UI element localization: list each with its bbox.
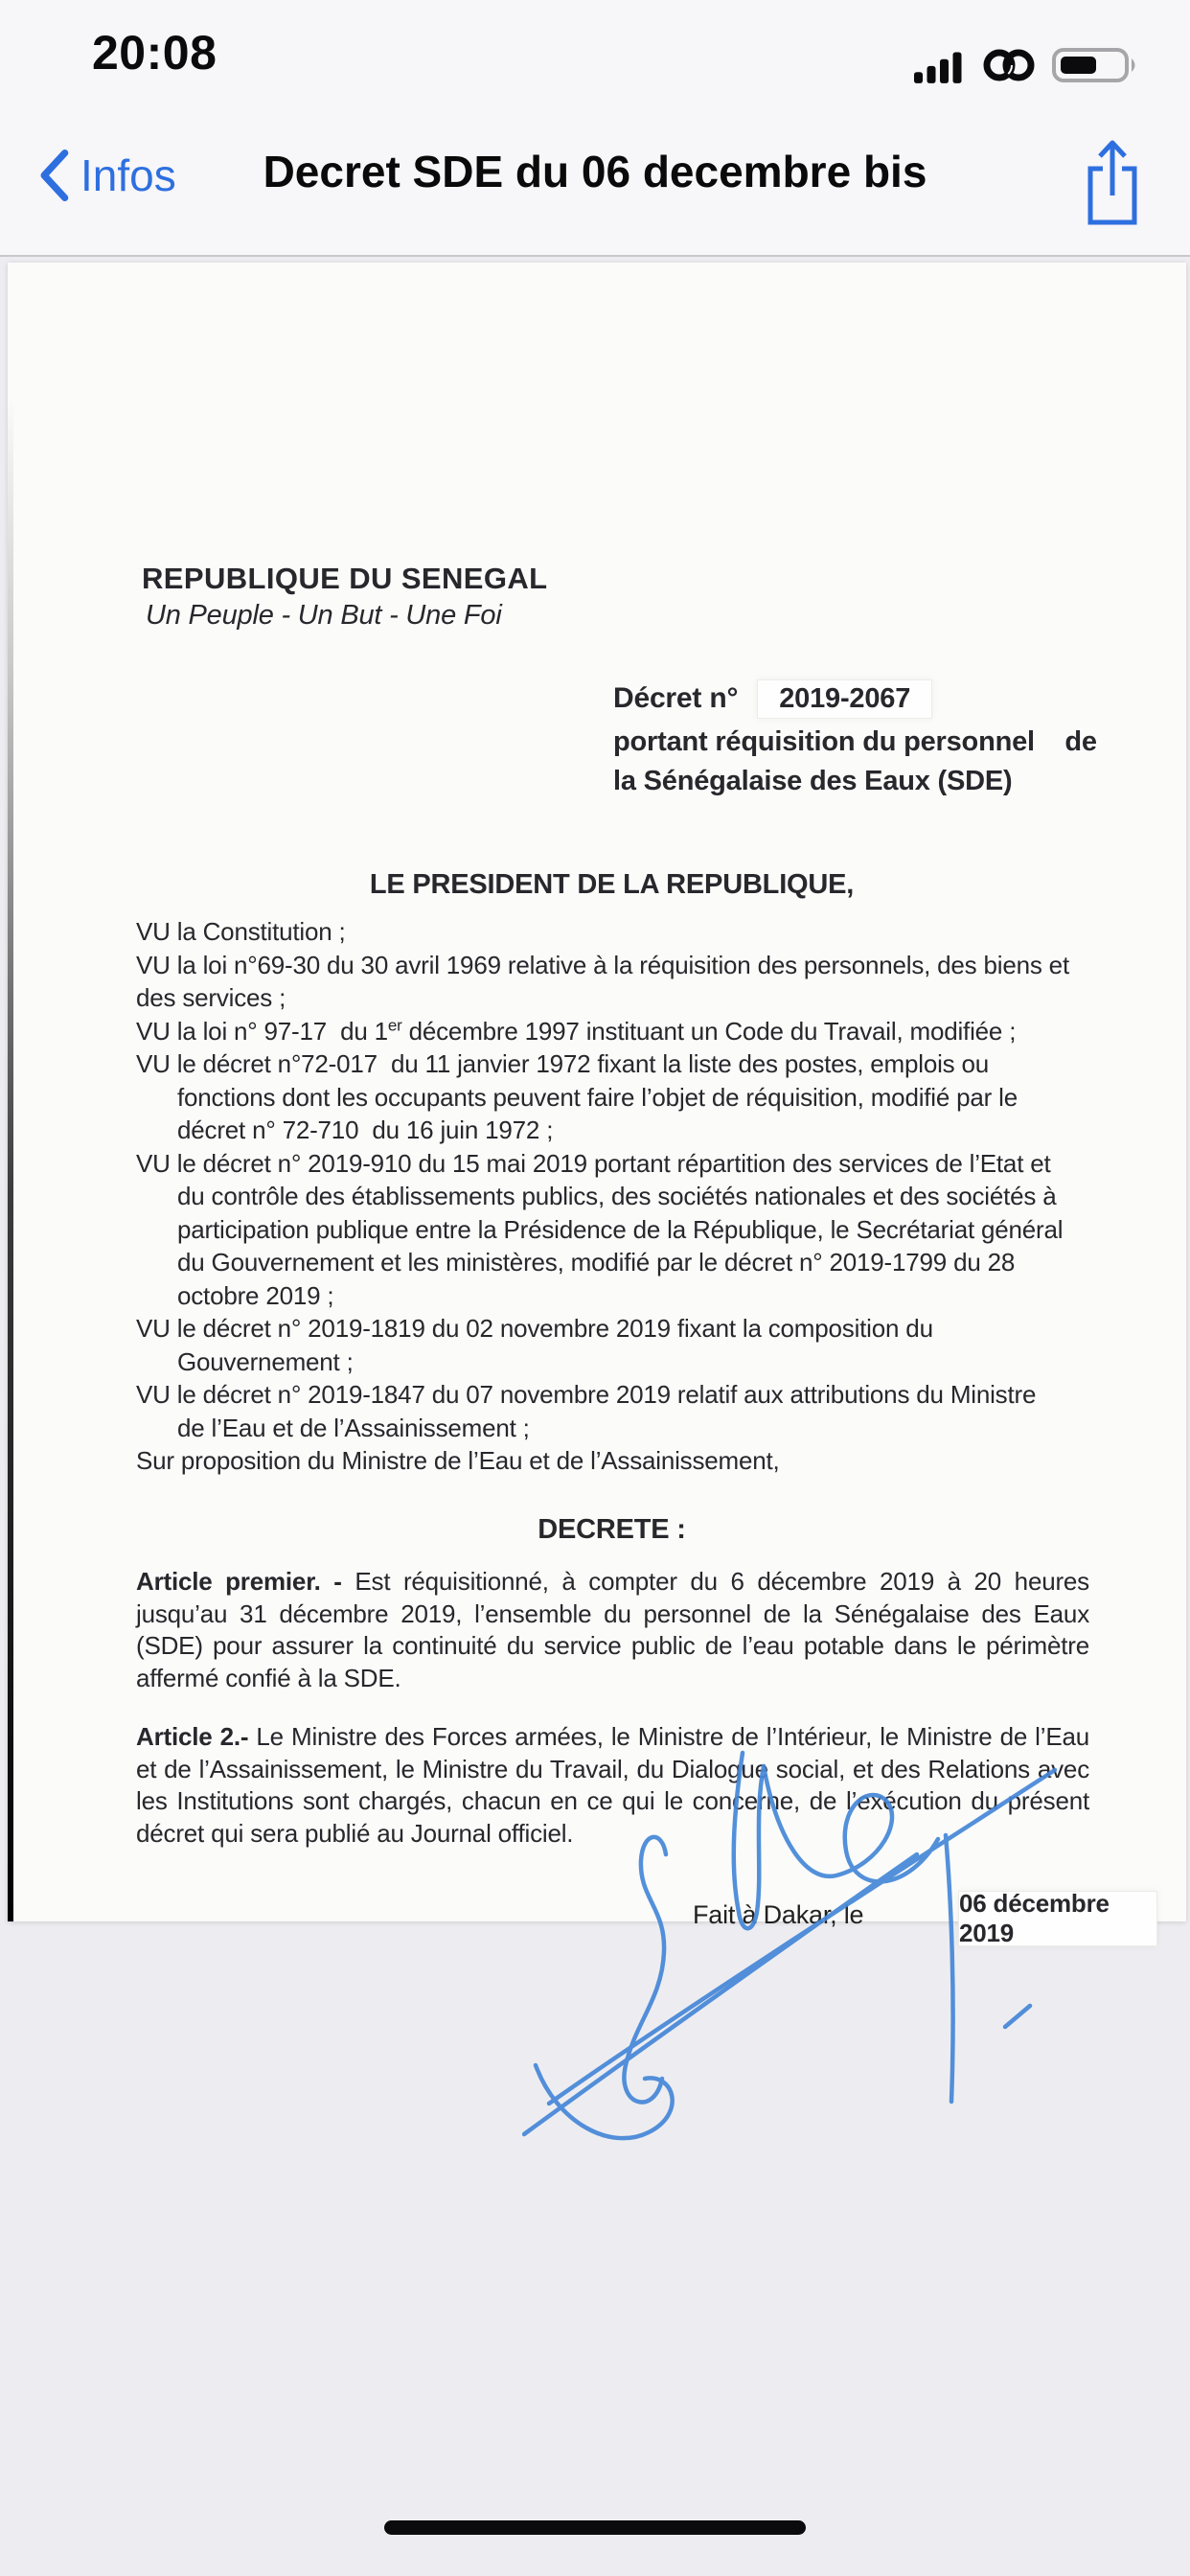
president-heading: LE PRESIDENT DE LA REPUBLIQUE,	[369, 869, 855, 900]
top-bar	[0, 0, 1190, 257]
visa-line-superscript: er	[387, 1015, 402, 1034]
back-button-label: Infos	[80, 150, 176, 200]
visa-line: des services ;	[136, 983, 286, 1012]
visa-line: décret n° 72-710 du 16 juin 1972 ;	[177, 1116, 554, 1144]
clock: 20:08	[92, 26, 217, 80]
visa-line: participation publique entre la Présidence de la République, le Secrétariat général	[177, 1214, 1064, 1244]
visa-line-text: décembre 1997 instituant un Code du Travail, modifiée ;	[401, 1016, 1017, 1046]
visa-line: de l’Eau et de l’Assainissement ;	[177, 1413, 530, 1442]
visa-line: octobre 2019 ;	[177, 1280, 334, 1310]
document-viewer[interactable]	[0, 257, 1190, 1947]
document-page	[8, 263, 1186, 1947]
doc-country-heading: REPUBLIQUE DU SENEGAL	[142, 562, 548, 595]
decree-number-label: Décret n°	[613, 682, 739, 714]
visa-line: VU le décret n° 2019-1847 du 07 novembre 2019 relatif aux attributions du Ministre	[136, 1380, 1037, 1409]
visa-line: du Gouvernement et les ministères, modifié par le décret n° 2019-1799 du 28	[177, 1248, 1016, 1276]
share-button[interactable]	[1083, 136, 1142, 228]
visa-line: Sur proposition du Ministre de l’Eau et de l’Assainissement,	[136, 1446, 780, 1475]
page-title: Decret SDE du 06 decembre bis	[263, 147, 927, 196]
personal-hotspot-icon	[981, 46, 1037, 84]
article-1-paragraph	[136, 1566, 1089, 1694]
visa-line: VU le décret n°72-017 du 11 janvier 1972 fixant la liste des postes, emplois ou	[136, 1049, 990, 1078]
visa-line: VU le décret n° 2019-910 du 15 mai 2019 portant répartition des services de l’Etat et	[136, 1148, 1051, 1178]
share-icon	[1083, 136, 1142, 228]
visa-line: fonctions dont les occupants peuvent faire l’objet de réquisition, modifié par le	[177, 1082, 1018, 1112]
home-indicator[interactable]	[384, 2520, 806, 2535]
decree-title-block	[613, 675, 1169, 801]
decree-subject-line: portant réquisition du personnel de	[613, 726, 1097, 757]
signature-place-line: Fait à Dakar, le	[693, 1900, 864, 1929]
visa-line: VU la Constitution ;	[136, 917, 346, 946]
cellular-signal-icon	[914, 44, 966, 86]
article-2-lead: Article 2.-	[136, 1722, 249, 1751]
article-1-body: Est réquisitionné, à compter du 6 décembre 2019 à 20 heures jusqu’au 31 décembre 2019, l’ensemble du personnel de la Sénégalaise des Eaux (SDE) pour assurer la continuité du service public de l’eau potable dans le périmètre affermé confié à la SDE.	[136, 1567, 1089, 1692]
battery-half-icon	[1052, 44, 1140, 86]
visa-line: VU la loi n°69-30 du 30 avril 1969 relative à la réquisition des personnels, des biens et	[136, 950, 1069, 979]
visa-line: Gouvernement ;	[177, 1346, 354, 1376]
doc-motto: Un Peuple - Un But - Une Foi	[146, 600, 502, 631]
decree-subject-line: la Sénégalaise des Eaux (SDE)	[613, 766, 1013, 796]
visa-line: VU le décret n° 2019-1819 du 02 novembre 2019 fixant la composition du	[136, 1314, 933, 1343]
visa-block	[136, 915, 1104, 1478]
signature-date: 06 décembre 2019	[958, 1891, 1157, 1946]
visa-line-text: VU la loi n° 97-17 du 1	[136, 1016, 388, 1046]
status-icons	[914, 44, 1140, 86]
visa-line	[136, 1015, 1104, 1048]
decree-number-row	[613, 675, 1169, 723]
article-2-paragraph	[136, 1721, 1089, 1850]
visa-line: du contrôle des établissements publics, des sociétés nationales et des sociétés à	[177, 1182, 1057, 1210]
decree-number-value: 2019-2067	[757, 679, 932, 719]
article-2-body: Le Ministre des Forces armées, le Ministre de l’Intérieur, le Ministre de l’Eau et de l’Assainissement, le Ministre du Travail, du Dialogue social, et des Relations avec les Institutions sont chargés, chacun en ce qui le concerne, de l’exécution du présent décret qui sera publié au Journal officiel.	[136, 1722, 1089, 1848]
article-1-lead: Article premier. -	[136, 1567, 342, 1596]
decrete-heading: DECRETE :	[538, 1514, 686, 1545]
scan-edge-shadow	[8, 397, 13, 1921]
